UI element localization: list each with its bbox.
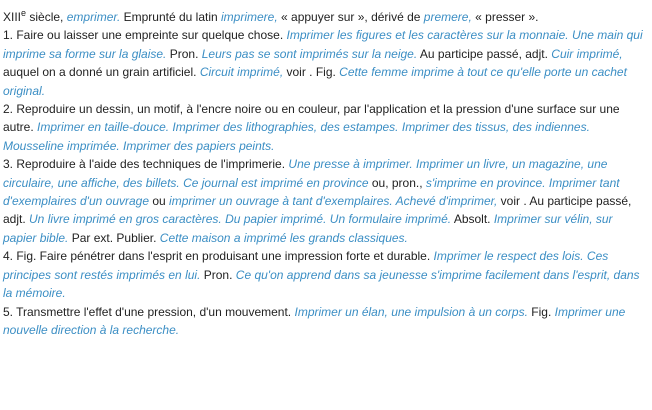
etymology-line [3,8,646,26]
example-text: Une presse à imprimer. Imprimer un livre, un magazine, une circulaire, une affiche, des billets. Ce journal est imprimé en province [3,157,608,190]
definition-text: Au participe passé, adjt. [417,46,552,61]
example-text: Imprimer une nouvelle direction à la recherche. [3,304,626,337]
etymology-text: « appuyer sur », dérivé de [277,10,424,24]
example-text: Imprimer les figures et les caractères sur la monnaie. Une main qui imprime sa forme sur la glaise. [3,28,643,61]
definition-text: Absolt. [451,212,494,227]
definition-text: 1. Faire ou laisser une empreinte sur quelque chose. [3,28,287,43]
definition-text: 2. Reproduire un dessin, un motif, à l'encre noire ou en couleur, par l'application et la pression d'une surface sur une autre. [3,102,620,135]
example-text: s'imprime en province. Imprimer tant d'exemplaires d'un ouvrage [3,175,620,209]
definition-text: Pron. [200,267,236,282]
example-text: Cuir imprimé, [551,46,623,61]
example-text: Cette maison a imprimé les grands classiques. [159,230,408,245]
definition-text: 4. Fig. Faire pénétrer dans l'esprit en produisant une impression forte et durable. [3,249,434,264]
definition-text: auquel on a donné un grain artificiel. [3,65,200,80]
definition-text: 3. Reproduire à l'aide des techniques de l'imprimerie. [3,157,289,172]
definition-1 [3,26,646,100]
etymology-link-premere[interactable]: premere, [423,10,472,24]
etymology-text: siècle, [26,10,67,24]
definition-5 [3,303,646,340]
example-text: Imprimer un élan, une impulsion à un corps. [294,304,528,319]
definition-text: ou [149,194,170,209]
definition-text: 5. Transmettre l'effet d'une pression, d'un mouvement. [3,304,295,319]
definition-text: voir . Fig. [283,65,340,80]
example-text: Circuit imprimé, [199,65,284,80]
example-text: Cette femme imprime à tout ce qu'elle porte un cachet original. [3,65,627,98]
definitions-list [3,26,646,339]
century-superscript: e [21,8,27,18]
definition-4 [3,247,646,302]
definition-text: Pron. [166,46,202,61]
definition-text: voir . Au participe passé, adjt. [3,194,632,227]
definition-3 [3,155,646,247]
example-text: Imprimer le respect des lois. Ces principes sont restés imprimés en lui. [3,249,609,282]
etymology-text: Emprunté du latin [120,10,222,24]
definition-text: ou, pron., [368,175,426,190]
example-text: Ce qu'on apprend dans sa jeunesse s'imprime facilement dans l'esprit, dans la mémoire. [3,267,640,301]
example-text: Leurs pas se sont imprimés sur la neige. [201,46,418,61]
etymology-text: « presser ». [471,10,539,24]
definition-text: Fig. [527,304,555,319]
example-text: Imprimer sur vélin, sur papier bible. [3,212,613,245]
definition-text: Par ext. Publier. [68,230,160,245]
century-number: XIII [3,10,22,24]
etymology-link-imprimere[interactable]: imprimere, [221,10,278,24]
definition-2 [3,100,646,155]
example-text: Imprimer en taille-douce. Imprimer des lithographies, des estampes. Imprimer des tissus, des indiennes. Mousseline imprimée. Imprimer des papiers peints. [3,120,590,153]
etymology-link-emprimer[interactable]: emprimer. [66,10,121,24]
example-text: Un livre imprimé en gros caractères. Du papier imprimé. Un formulaire imprimé. [29,212,452,227]
example-text: imprimer un ouvrage à tant d'exemplaires. Achevé d'imprimer, [169,194,498,209]
